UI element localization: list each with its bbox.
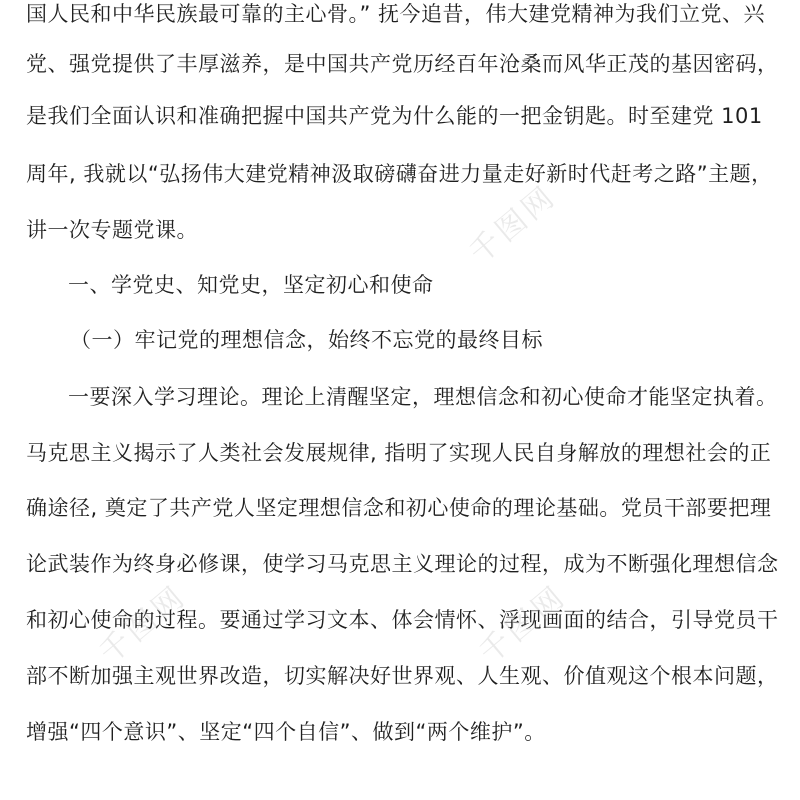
paragraph-line: 一要深入学习理论。理论上清醒坚定，理想信念和初心使命才能坚定执着。 [68, 385, 778, 409]
watermark-text: 千图网 [462, 178, 564, 271]
paragraph-line: 部不断加强主观世界改造，切实解决好世界观、人生观、价值观这个根本问题， [26, 664, 778, 688]
watermark-text: 千图网 [92, 578, 194, 671]
paragraph-line: 马克思主义揭示了人类社会发展规律, 指明了实现人民自身解放的理想社会的正 [26, 441, 772, 465]
paragraph-line: 确途径, 奠定了共产党人坚定理想信念和初心使命的理论基础。党员干部要把理 [26, 496, 772, 520]
paragraph-line: 是我们全面认识和准确把握中国共产党为什么能的一把金钥匙。时至建党 101 [26, 104, 763, 128]
paragraph-line: 国人民和中华民族最可靠的主心骨。” 抚今追昔，伟大建党精神为我们立党、兴 [26, 2, 766, 26]
paragraph-line: 论武装作为终身必修课，使学习马克思主义理论的过程，成为不断强化理想信念 [26, 552, 778, 576]
section-heading: 一、学党史、知党史，坚定初心和使命 [68, 273, 434, 297]
paragraph-line: 讲一次专题党课。 [26, 218, 198, 242]
paragraph-line: 周年, 我就以“弘扬伟大建党精神汲取磅礴奋进力量走好新时代赶考之路”主题， [26, 162, 773, 186]
watermark-text: 千图网 [472, 578, 574, 671]
paragraph-line: 党、强党提供了丰厚滋养，是中国共产党历经百年沧桑而风华正茂的基因密码， [26, 52, 778, 76]
subsection-heading: （一）牢记党的理想信念，始终不忘党的最终目标 [70, 328, 543, 352]
paragraph-line: 和初心使命的过程。要通过学习文本、体会情怀、浮现画面的结合，引导党员干 [26, 608, 778, 632]
paragraph-line: 增强“四个意识”、坚定“四个自信”、做到“两个维护”。 [26, 720, 546, 744]
